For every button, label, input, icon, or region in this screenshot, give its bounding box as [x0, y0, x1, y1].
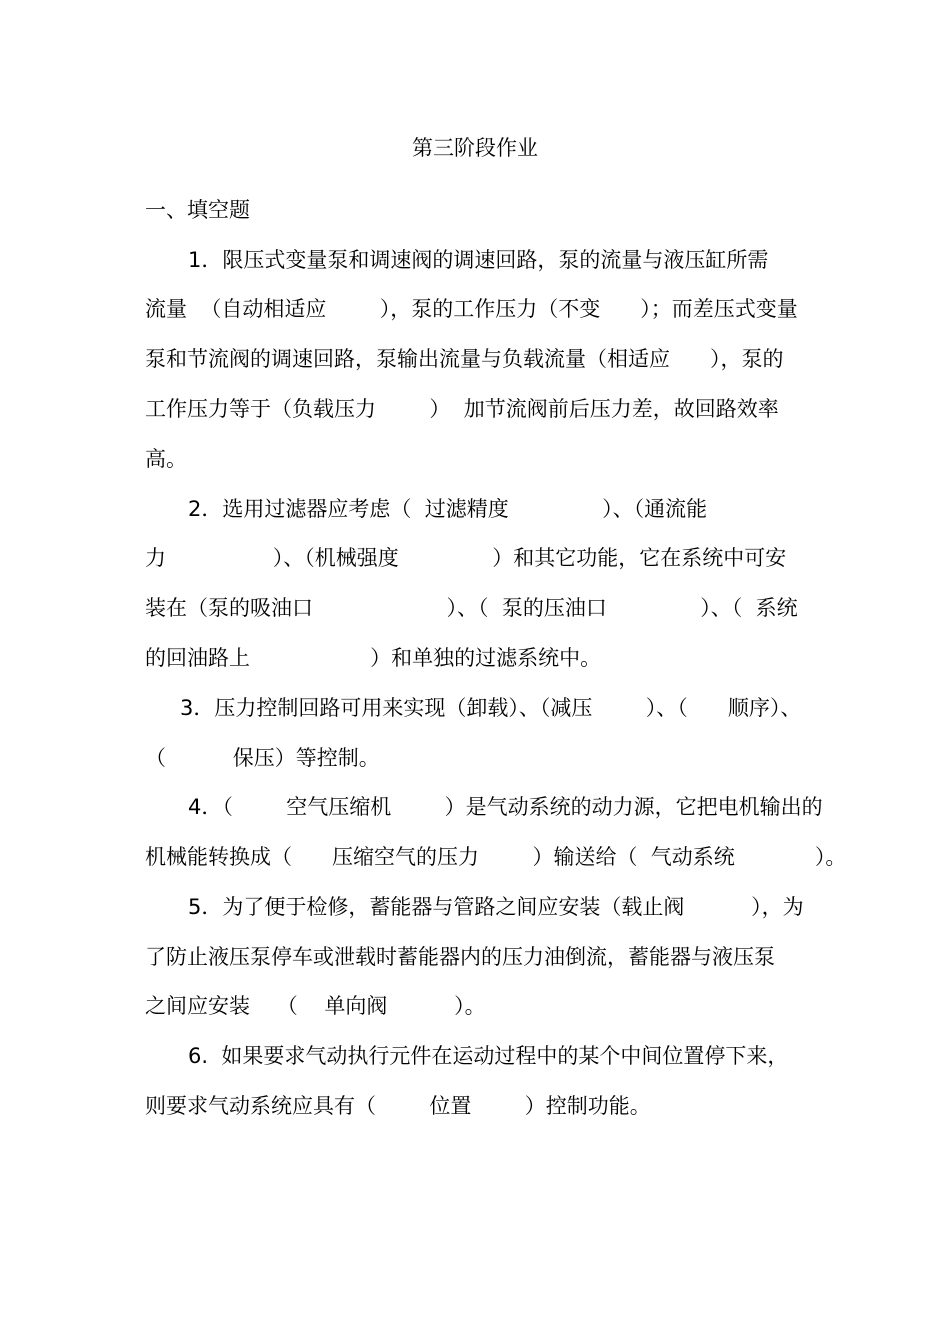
q5-line-1: 5．为了便于检修，蓄能器与管路之间应安装（载止阀 ），为: [188, 895, 804, 919]
q1-line-5: 高。: [145, 447, 187, 471]
q1-line-2: 流量 （自动相适应 ），泵的工作压力（不变 ）；而差压式变量: [145, 297, 798, 321]
q5-line-3: 之间应安装 （ 单向阀 ）。: [145, 994, 486, 1018]
q6-line-1: 6. 如果要求气动执行元件在运动过程中的某个中间位置停下来，: [188, 1044, 789, 1068]
q3-line-1: 3．压力控制回路可用来实现（卸载）、（减压 ）、（ 顺序）、: [180, 696, 802, 720]
q4-line-1: 4．（ 空气压缩机 ）是气动系统的动力源，它把电机输出的: [188, 795, 823, 819]
q1-line-4: 工作压力等于（负载压力 ） 加节流阀前后压力差，故回路效率: [145, 397, 779, 421]
q2-line-2: 力 ）、（机械强度 ）和其它功能，它在系统中可安: [145, 546, 787, 570]
q1-line-1: 1．限压式变量泵和调速阀的调速回路，泵的流量与液压缸所需: [188, 248, 769, 272]
q4-line-2: 机械能转换成（ 压缩空气的压力 ）输送给（ 气动系统 ）。: [145, 845, 847, 869]
q3-line-2: （ 保压）等控制。: [145, 746, 380, 770]
q1-line-3: 泵和节流阀的调速回路，泵输出流量与负载流量（相适应 ），泵的: [145, 347, 784, 371]
section-heading: 一、填空题: [145, 198, 250, 222]
q2-line-1: 2．选用过滤器应考虑（ 过滤精度 ）、（通流能: [188, 497, 708, 521]
page-title: 第三阶段作业: [412, 136, 538, 160]
q5-line-2: 了防止液压泵停车或泄载时蓄能器内的压力油倒流，蓄能器与液压泵: [145, 945, 775, 969]
q2-line-3: 装在（泵的吸油口 ）、（ 泵的压油口 ）、（ 系统: [145, 596, 798, 620]
q2-line-4: 的回油路上 ）和单独的过滤系统中。: [145, 646, 602, 670]
q6-line-2: 则要求气动系统应具有（ 位置 ）控制功能。: [145, 1094, 651, 1118]
